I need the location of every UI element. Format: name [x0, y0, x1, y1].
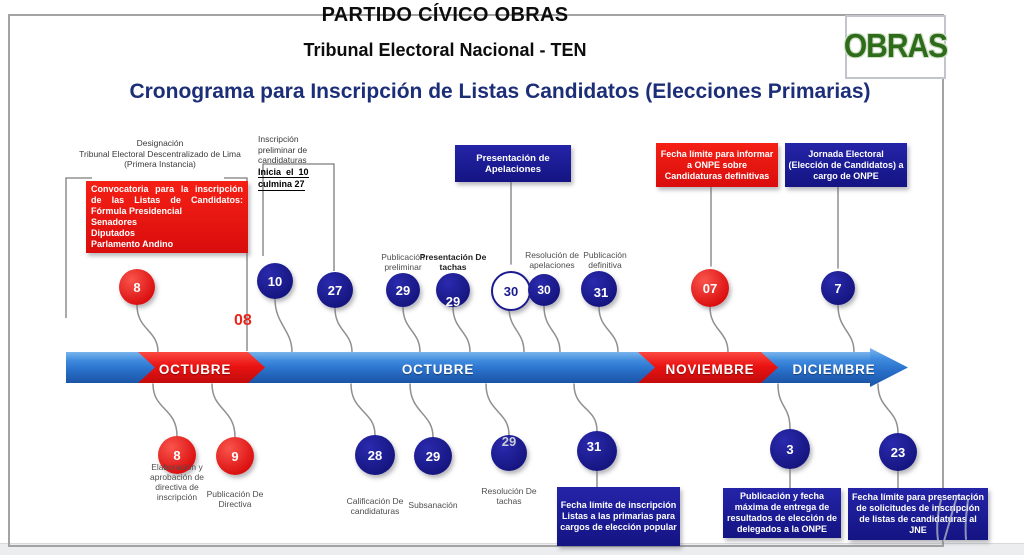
timeline-marker-08: 08	[234, 312, 252, 329]
convocatoria-box: Convocatoria para la inscripción de las Listas de Candidatos: Fórmula Presidencial Senadores Diputados Parlamento Andino	[86, 181, 248, 253]
event-circle-bottom-23: 23	[879, 433, 917, 471]
onpe-deadline-box: Fecha límite para informar a ONPE sobre Candidaturas definitivas	[656, 143, 778, 187]
event-circle-bottom-29b: 29	[491, 435, 527, 471]
jornada-electoral-box: Jornada Electoral (Elección de Candidatos) a cargo de ONPE	[785, 143, 907, 187]
month-octubre-2: OCTUBRE	[401, 362, 475, 377]
label-resolucion-apelaciones: Resolución de apelaciones	[525, 250, 579, 270]
solicitudes-jne-box: Fecha límite para presentación de solicitudes de inscripción de listas de candidaturas al JNE	[848, 488, 988, 540]
event-circle-top-07: 07	[691, 269, 729, 307]
event-circle-top-7: 7	[821, 271, 855, 305]
event-circle-top-29a: 29	[386, 273, 420, 307]
designacion-note: Designación Tribunal Electoral Descentralizado de Lima (Primera Instancia)	[79, 138, 241, 169]
label-publicacion-directiva: Publicación De Directiva	[206, 489, 264, 509]
event-circle-bottom-9: 9	[216, 437, 254, 475]
event-circle-top-29b: 29	[436, 273, 470, 307]
label-elaboracion-directiva: Elaboración y aprobación de directiva de inscripción	[150, 462, 204, 502]
publicacion-resultados-box: Publicación y fecha máxima de entrega de resultados de elección de delegados a la ONPE	[723, 488, 841, 538]
event-circle-top-30-white: 30	[491, 271, 531, 311]
label-resolucion-tachas: Resolución De tachas	[481, 486, 537, 506]
label-publicacion-definitiva: Publicación definitiva	[583, 250, 627, 270]
apelaciones-box: Presentación de Apelaciones	[455, 145, 571, 182]
event-circle-bottom-3: 3	[770, 429, 810, 469]
event-circle-bottom-29a: 29	[414, 437, 452, 475]
month-diciembre: DICIEMBRE	[792, 362, 876, 377]
event-circle-top-31: 31	[581, 271, 617, 307]
tribunal-title: Tribunal Electoral Nacional - TEN	[303, 40, 587, 60]
inscripcion-note: Inscripción preliminar de candidaturas Inicia el 10 culmina 27	[258, 134, 309, 189]
fecha-limite-inscripcion-box: Fecha límite de inscripción Listas a las primarias para cargos de elección popular	[557, 487, 680, 546]
label-subsanacion: Subsanación	[408, 500, 458, 510]
event-circle-bottom-28: 28	[355, 435, 395, 475]
event-circle-top-10: 10	[257, 263, 293, 299]
event-circle-top-27: 27	[317, 272, 353, 308]
obras-logo	[845, 15, 946, 79]
label-publicacion-preliminar: Publicación preliminar	[381, 252, 425, 272]
label-calificacion-candidaturas: Calificación De candidaturas	[346, 496, 404, 516]
label-presentacion-tachas: Presentación De tachas	[419, 252, 487, 272]
event-circle-top-8: 8	[119, 269, 155, 305]
event-circle-bottom-8: 8	[158, 436, 196, 474]
month-noviembre: NOVIEMBRE	[665, 362, 755, 377]
obras-logo-text: OBRAS	[843, 27, 948, 65]
event-circle-top-30: 30	[528, 274, 560, 306]
month-octubre-1: OCTUBRE	[158, 362, 232, 377]
page-title: Cronograma para Inscripción de Listas Candidatos (Elecciones Primarias)	[129, 80, 871, 103]
event-circle-bottom-31: 31	[577, 431, 617, 471]
party-title: PARTIDO CÍVICO OBRAS	[321, 4, 569, 26]
